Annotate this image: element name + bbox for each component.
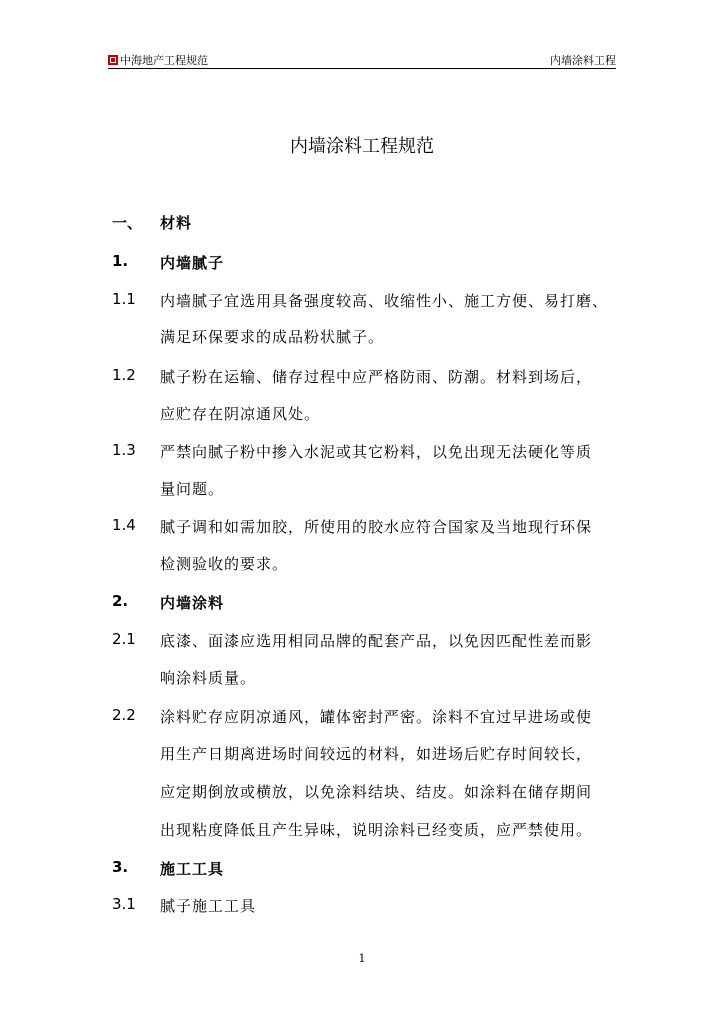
clause-text-line: 内墙腻子宜选用具备强度较高、收缩性小、施工方便、易打磨、 (160, 292, 609, 310)
page-number: 1 (358, 952, 366, 965)
clause-text-line: 响涂料质量。 (160, 669, 257, 687)
clause-text-line: 检测验收的要求。 (160, 555, 289, 573)
clause-number: 2.1 (112, 630, 136, 648)
clause-text-line: 应贮存在阴凉通风处。 (160, 405, 321, 423)
clause-text-line: 满足环保要求的成品粉状腻子。 (160, 328, 385, 346)
subsection-title: 内墙涂料 (160, 594, 225, 612)
header-left (108, 52, 208, 68)
subsection-number: 3. (112, 858, 129, 876)
clause-text-line: 严禁向腻子粉中掺入水泥或其它粉料，以免出现无法硬化等质 (160, 443, 593, 461)
clause-number: 2.2 (112, 706, 136, 724)
clause-text-line: 量问题。 (160, 480, 225, 498)
subsection-number: 2. (112, 592, 129, 610)
clause-number: 1.2 (112, 366, 136, 384)
clause-text-line: 用生产日期离进场时间较远的材料，如进场后贮存时间较长， (160, 745, 593, 763)
subsection-title: 施工工具 (160, 860, 225, 878)
clause-text-line: 腻子粉在运输、储存过程中应严格防雨、防潮。材料到场后， (160, 368, 593, 386)
clause-number: 1.1 (112, 290, 136, 308)
clause-text-line: 涂料贮存应阴凉通风，罐体密封严密。涂料不宜过早进场或使 (160, 708, 593, 726)
clause-text-line: 腻子施工工具 (160, 897, 257, 915)
clause-text-line: 腻子调和如需加胶，所使用的胶水应符合国家及当地现行环保 (160, 518, 593, 536)
clause-number: 1.4 (112, 516, 136, 534)
company-logo-icon (108, 55, 118, 65)
header-section-text: 内墙涂料工程 (550, 54, 616, 67)
clause-text-line: 应定期倒放或横放，以免涂料结块、结皮。如涂料在储存期间 (160, 783, 593, 801)
clause-text-line: 底漆、面漆应选用相同品牌的配套产品，以免因匹配性差而影 (160, 632, 593, 650)
section-title: 材料 (160, 214, 193, 232)
document-title: 内墙涂料工程规范 (290, 136, 434, 157)
section-number: 一、 (112, 214, 143, 232)
subsection-number: 1. (112, 252, 129, 270)
subsection-title: 内墙腻子 (160, 254, 225, 272)
clause-text-line: 出现粘度降低且产生异味，说明涂料已经变质，应严禁使用。 (160, 821, 593, 839)
page-header (108, 50, 616, 69)
clause-number: 1.3 (112, 441, 136, 459)
clause-number: 3.1 (112, 895, 136, 913)
header-company-text: 中海地产工程规范 (120, 54, 208, 67)
